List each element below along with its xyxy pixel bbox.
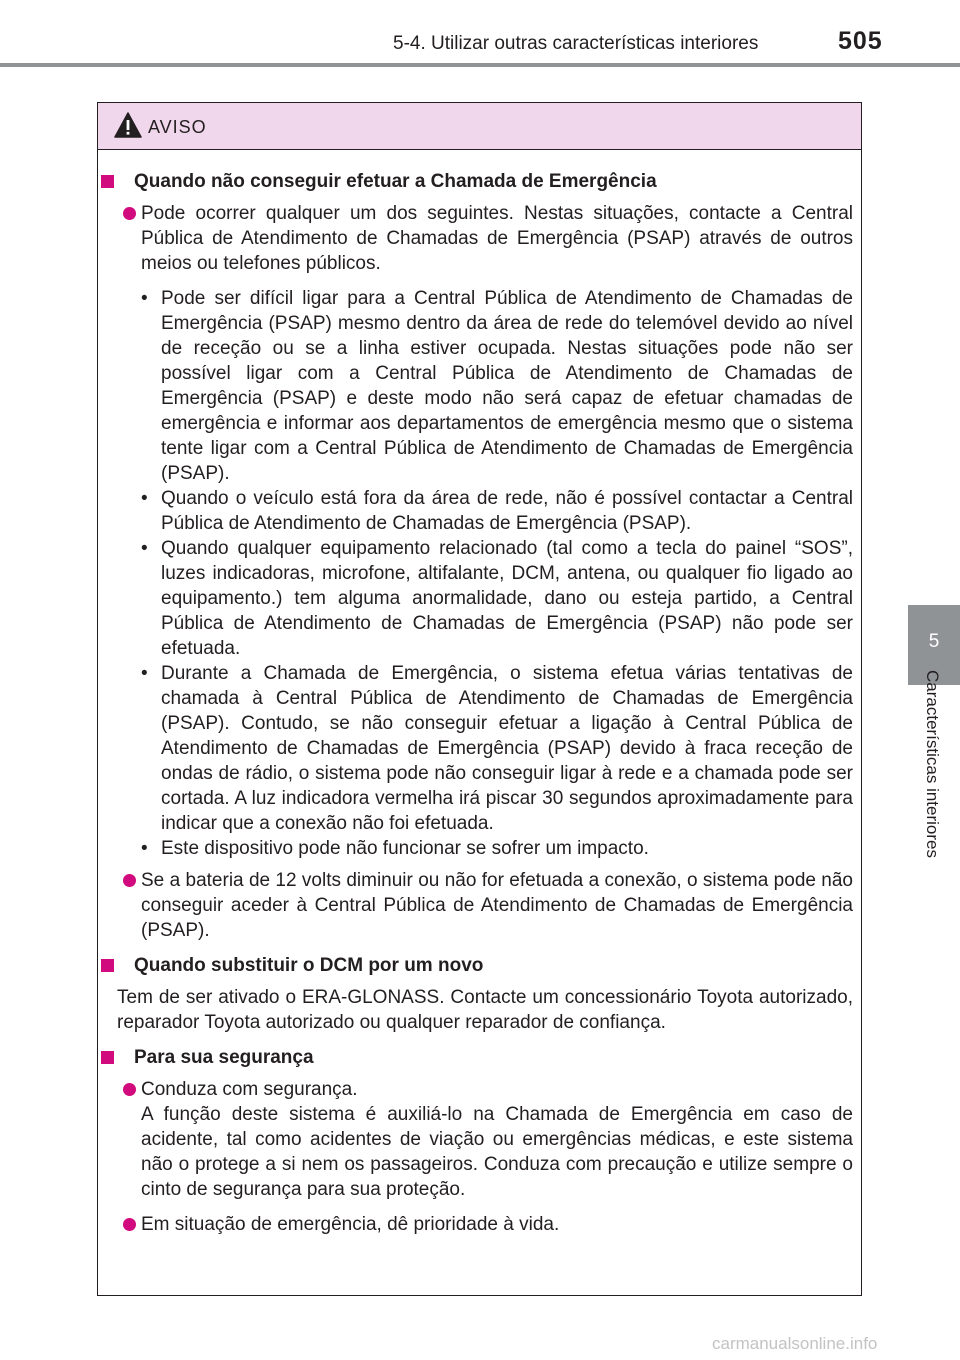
warning-title: AVISO	[148, 117, 207, 137]
section-heading: Quando substituir o DCM por um novo	[98, 953, 861, 978]
round-bullet-icon	[123, 1218, 136, 1231]
chapter-label: Características interiores	[923, 669, 942, 859]
warning-content	[98, 169, 861, 1237]
page-header	[0, 0, 960, 64]
square-bullet-icon	[101, 175, 114, 188]
list-item: Conduza com segurança. A função deste sistema é auxiliá-lo na Chamada de Emergência em caso de acidente, tal como acidentes de viação ou emergências médicas, e este sistema não o protege a si nem os passageiros. Conduza com precaução e utilize sempre o cinto de segurança para sua proteção.	[98, 1077, 861, 1202]
warning-box	[97, 102, 862, 1296]
page-number: 505	[838, 27, 883, 55]
warning-triangle-icon	[114, 112, 142, 138]
sub-list-item: • Durante a Chamada de Emergência, o sistema efetua várias tentativas de chamada à Central Pública de Atendimento de Chamadas de Emergência (PSAP). Contudo, se não conseguir efetuar a ligação à Central Pública de Atendimento de Chamadas de Emergência (PSAP) devido à fraca receção de ondas de rádio, o sistema pode não conseguir ligar à rede e a chamada pode ser cortada. A luz indicadora vermelha irá piscar 30 segundos aproximadamente para indicar que a conexão não foi efetuada.	[141, 663, 853, 834]
paragraph: Tem de ser ativado o ERA-GLONASS. Contacte um concessionário Toyota autorizado, reparador Toyota autorizado ou qualquer reparador de confiança.	[117, 987, 853, 1033]
section-heading: Quando não conseguir efetuar a Chamada de Emergência	[98, 169, 861, 194]
square-bullet-icon	[101, 959, 114, 972]
section-title: 5-4. Utilizar outras características interiores	[393, 33, 759, 54]
list-item: Em situação de emergência, dê prioridade à vida.	[98, 1212, 861, 1237]
list-item: Se a bateria de 12 volts diminuir ou não for efetuada a conexão, o sistema pode não conseguir aceder à Central Pública de Atendimento de Chamadas de Emergência (PSAP).	[98, 868, 861, 943]
header-rule	[0, 63, 960, 67]
round-bullet-icon	[123, 1083, 136, 1096]
section-heading: Para sua segurança	[98, 1045, 861, 1070]
square-bullet-icon	[101, 1051, 114, 1064]
sub-list-item: • Este dispositivo pode não funcionar se sofrer um impacto.	[141, 838, 649, 859]
round-bullet-icon	[123, 874, 136, 887]
list-item: Pode ocorrer qualquer um dos seguintes. Nestas situações, contacte a Central Pública de Atendimento de Chamadas de Emergência (PSAP) através de outros meios ou telefones públicos.	[98, 201, 861, 276]
chapter-number: 5	[928, 631, 940, 652]
sub-list-item: • Pode ser difícil ligar para a Central Pública de Atendimento de Chamadas de Emergência (PSAP) mesmo dentro da área de rede do telemóvel devido ao nível de receção ou se a linha estiver ocupada. Nestas situações pode não ser possível ligar com a Central Pública de Atendimento de Chamadas de Emergência (PSAP) e deste modo não será capaz de efetuar chamadas de emergência e informar aos departamentos de emergência mesmo que o sistema tente ligar com a Central Pública de Atendimento de Chamadas de Emergência (PSAP).	[141, 288, 853, 484]
sub-list-item: • Quando o veículo está fora da área de rede, não é possível contactar a Central Pública de Atendimento de Chamadas de Emergência (PSAP).	[141, 488, 853, 534]
watermark: carmanualsonline.info	[712, 1334, 878, 1353]
round-bullet-icon	[123, 207, 136, 220]
warning-header	[98, 103, 861, 150]
sub-list-item: • Quando qualquer equipamento relacionado (tal como a tecla do painel “SOS”, luzes indicadoras, microfone, altifalante, DCM, antena, ou qualquer fio ligado ao equipamento.) tem alguma anormalidade, dano ou esteja partido, a Central Pública de Atendimento de Chamadas de Emergência (PSAP) não pode ser efetuada.	[141, 538, 853, 659]
